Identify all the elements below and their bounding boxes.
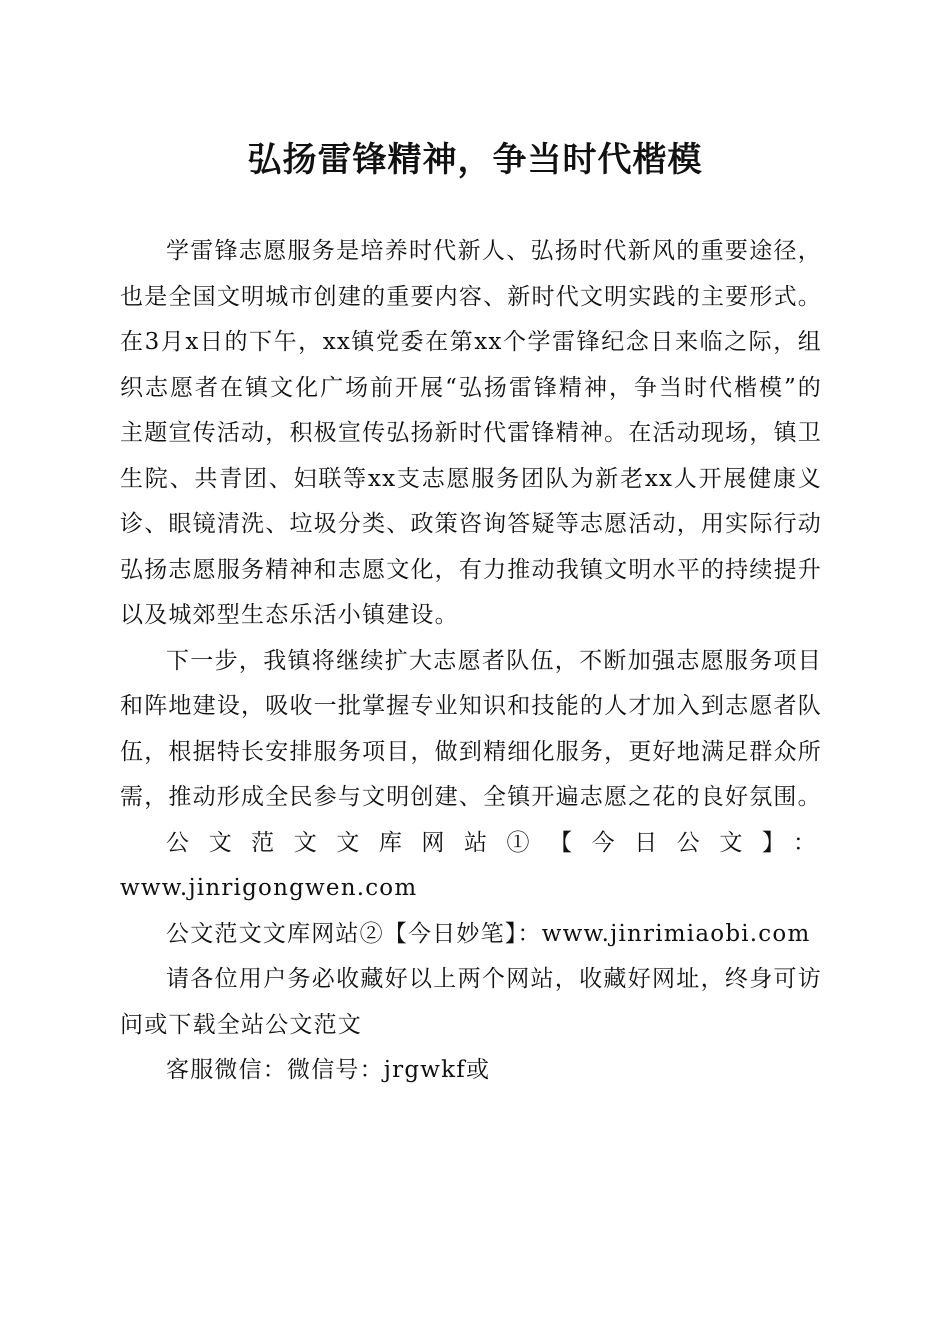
body-paragraph-2: 下一步，我镇将继续扩大志愿者队伍，不断加强志愿服务项目和阵地建设，吸收一批掌握专业知识和技能的人才加入到志愿者队伍，根据特长安排服务项目，做到精细化服务，更好地满足群众所需，推动形成全民参与文明创建、全镇开遍志愿之花的良好氛围。 [120, 647, 822, 810]
footer-notice: 请各位用户务必收藏好以上两个网站，收藏好网址，终身可访问或下载全站公文范文 [120, 966, 822, 1038]
document-title: 弘扬雷锋精神，争当时代楷模 [247, 140, 703, 180]
footer-site1-label: 公文范文文库网站①【今日公文】： [166, 829, 822, 856]
body-paragraph-1: 学雷锋志愿服务是培养时代新人、弘扬时代新风的重要途径，也是全国文明城市创建的重要内容、新时代文明实践的主要形式。在3月x日的下午，xx镇党委在第xx个学雷锋纪念日来临之际，组织志愿者在镇文化广场前开展“弘扬雷锋精神，争当时代楷模”的主题宣传活动，积极宣传弘扬新时代雷锋精神。在活动现场，镇卫生院、共青团、妇联等xx支志愿服务团队为新老xx人开展健康义诊、眼镜清洗、垃圾分类、政策咨询答疑等志愿活动，用实际行动弘扬志愿服务精神和志愿文化，有力推动我镇文明水平的持续提升以及城郊型生态乐活小镇建设。 [120, 238, 822, 628]
footer-contact: 客服微信：微信号：jrgwkf或 [166, 1057, 491, 1083]
footer-site2: 公文范文文库网站②【今日妙笔】：www.jinrimiaobi.com [166, 920, 811, 947]
document-body [120, 229, 822, 1094]
footer-site1-url: www.jinrigongwen.com [120, 875, 418, 901]
